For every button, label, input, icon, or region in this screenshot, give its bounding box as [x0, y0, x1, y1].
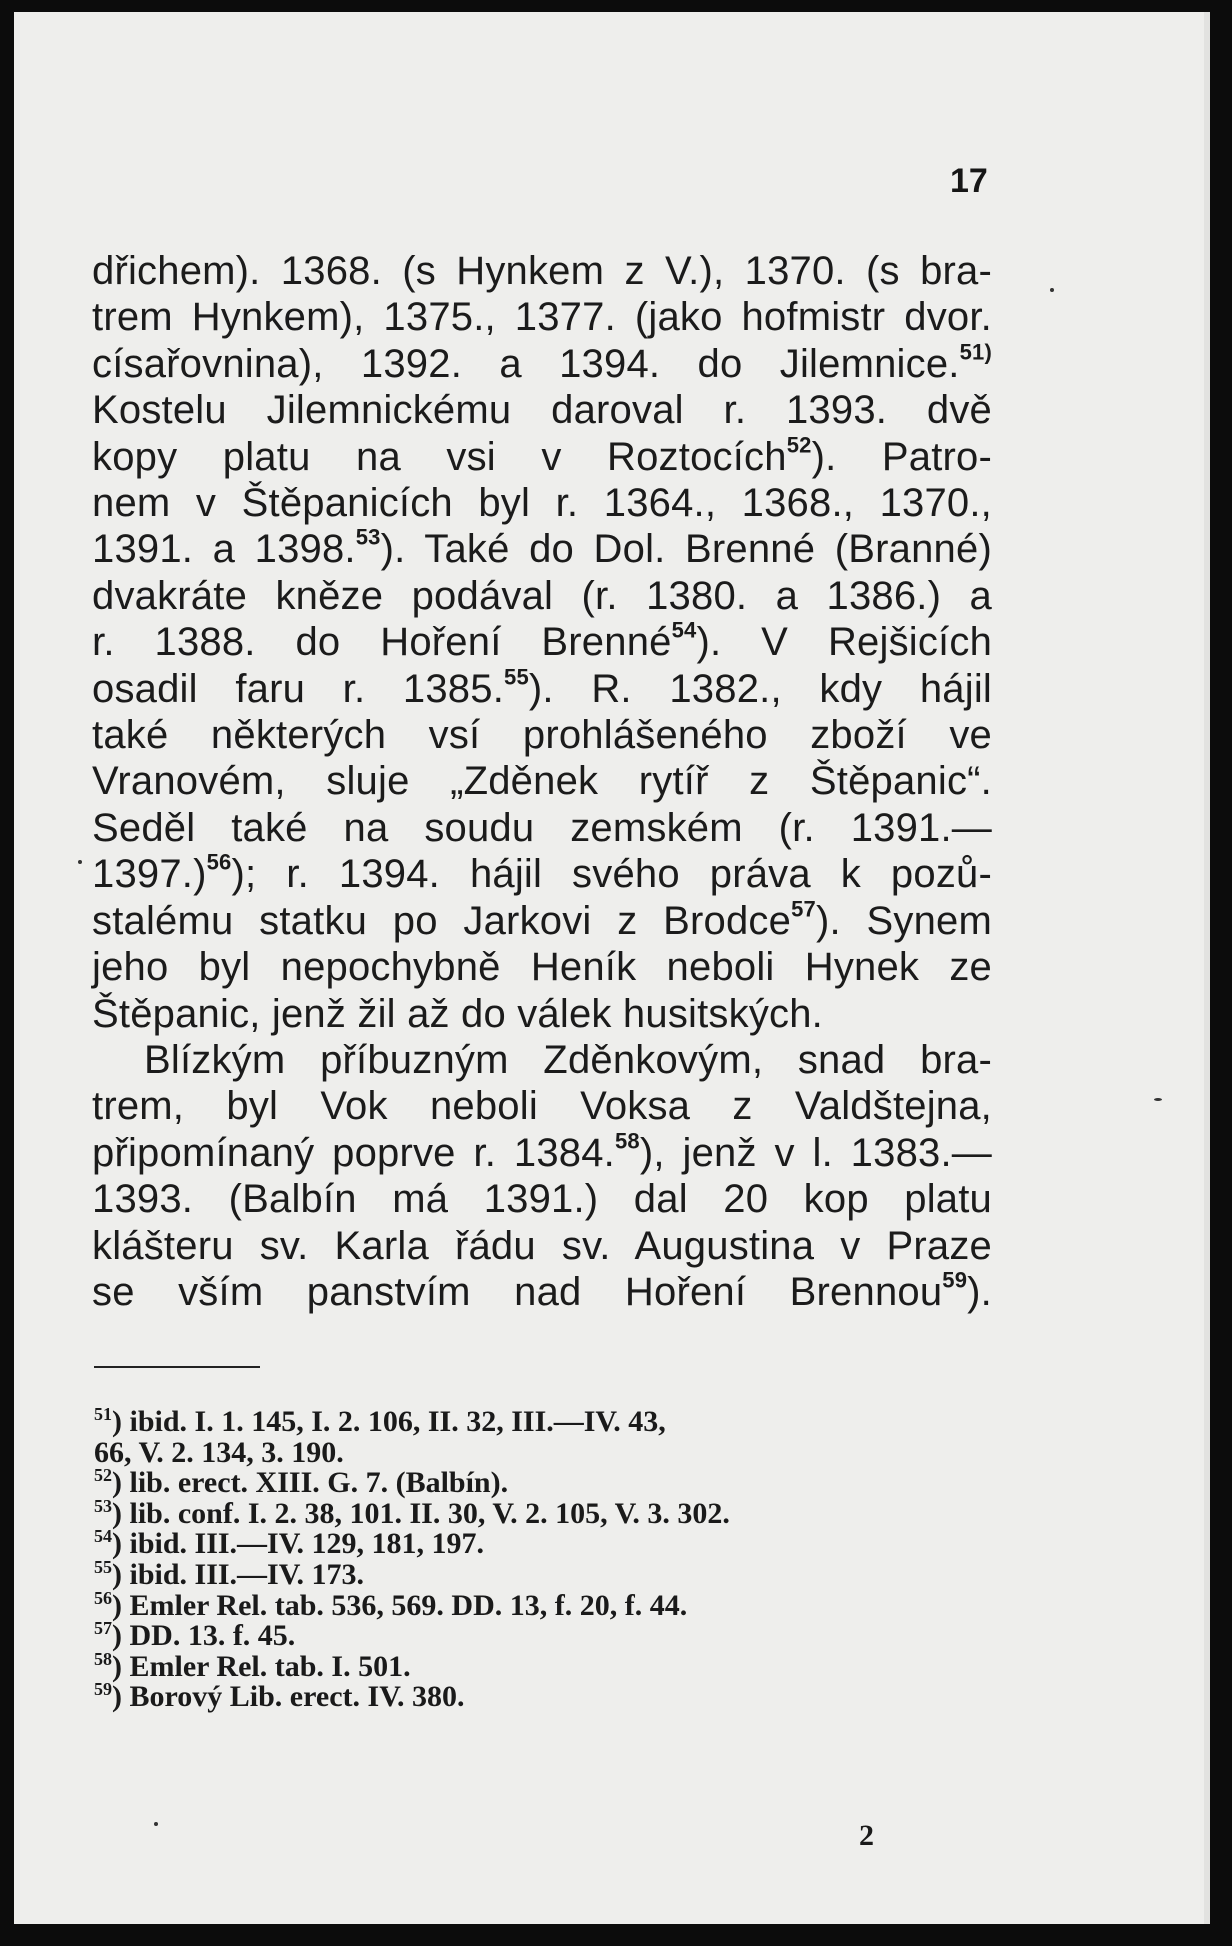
- text-line-content: dřichem). 1368. (s Hynkem z V.), 1370. (s bra-: [92, 249, 992, 293]
- footnote-text: ) ibid. III.—IV. 129, 181, 197.: [112, 1527, 485, 1561]
- text-line-content: ), jenž v l. 1383.—: [639, 1130, 992, 1175]
- footnote-mark: 55: [94, 1557, 112, 1578]
- footnote: [94, 1495, 992, 1530]
- text-line-content: ). Také do Dol. Brenné (Branné): [380, 527, 992, 572]
- footnote-divider: [94, 1366, 260, 1368]
- text-line-content: trem, byl Vok neboli Voksa z Valdštejna,: [92, 1084, 992, 1129]
- ink-speck: [78, 860, 82, 864]
- text-line-content: se vším panstvím nad Hoření Brennou: [92, 1269, 943, 1314]
- footnote: [94, 1404, 992, 1438]
- ink-speck: [1050, 288, 1054, 292]
- text-line-content: ).: [967, 1269, 992, 1314]
- text-line-content: stalému statku po Jarkovi z Brodce: [92, 898, 792, 943]
- footnote-text: ) ibid. III.—IV. 173.: [112, 1557, 365, 1591]
- footnote-text: ) Emler Rel. tab. I. 501.: [112, 1649, 411, 1683]
- text-line-content: 1393. (Balbín má 1391.) dal 20 kop platu: [92, 1177, 992, 1222]
- footnote: [94, 1435, 992, 1469]
- footnote: [94, 1618, 992, 1653]
- text-line-content: Seděl také na soudu zemském (r. 1391.—: [92, 805, 992, 850]
- footnote-mark: 56: [94, 1587, 112, 1608]
- footnote: [94, 1648, 992, 1683]
- footnote-ref: 52: [786, 432, 812, 458]
- ink-speck: [154, 1822, 158, 1826]
- text-line: [92, 1083, 992, 1129]
- text-line: [92, 1176, 992, 1222]
- footnote-ref: 59: [942, 1267, 968, 1293]
- text-line-content: nem v Štěpanicích byl r. 1364., 1368., 1370.,: [92, 481, 992, 526]
- ink-speck: [1154, 1098, 1162, 1101]
- footnote: [94, 1587, 992, 1622]
- footnote-mark: 54: [94, 1526, 112, 1547]
- text-line: [92, 248, 992, 294]
- footnote-mark: 59: [94, 1679, 112, 1700]
- footnote-text: ) lib. erect. XIII. G. 7. (Balbín).: [112, 1466, 509, 1500]
- text-line-content: klášteru sv. Karla řádu sv. Augustina v Praze: [92, 1223, 992, 1268]
- text-line: [92, 526, 992, 572]
- footnote-mark: 52: [94, 1465, 112, 1486]
- text-line-content: r. 1388. do Hoření Brenné: [92, 620, 672, 665]
- text-line: [92, 341, 992, 387]
- text-line-content: Blízkým příbuzným Zděnkovým, snad bra-: [144, 1037, 992, 1082]
- footnote-text: ) Emler Rel. tab. 536, 569. DD. 13, f. 20, f. 44.: [112, 1588, 688, 1622]
- text-line: [92, 1269, 992, 1315]
- text-line: [92, 619, 992, 665]
- footnote-ref: 56: [206, 849, 232, 875]
- text-line-content: Kostelu Jilemnickému daroval r. 1393. dvě: [92, 388, 992, 433]
- text-line-content: kopy platu na vsi v Roztocích: [92, 434, 787, 479]
- footnote-ref: 58: [614, 1128, 640, 1154]
- footnote-text: ) DD. 13. f. 45.: [112, 1619, 296, 1653]
- printer-signature-mark: 2: [859, 1819, 874, 1852]
- footnote-text: ) ibid. I. 1. 145, I. 2. 106, II. 32, III.—IV. 43,: [112, 1405, 666, 1438]
- text-line: [92, 991, 992, 1037]
- footnote-mark: 58: [94, 1648, 112, 1669]
- text-line: [92, 944, 992, 990]
- footnotes: [94, 1404, 992, 1714]
- text-line-content: ). R. 1382., kdy hájil: [528, 666, 992, 711]
- text-line-content: ); r. 1394. hájil svého práva k pozů-: [231, 852, 992, 897]
- text-line-content: jeho byl nepochybně Heník neboli Hynek ze: [92, 945, 992, 990]
- text-line: [92, 434, 992, 480]
- text-line-content: také některých vsí prohlášeného zboží ve: [92, 713, 992, 758]
- page-number: 17: [950, 162, 988, 200]
- footnote-ref: 54: [671, 617, 697, 643]
- text-line: [92, 480, 992, 526]
- text-line: [92, 758, 992, 804]
- text-line-content: ). V Rejšicích: [696, 620, 993, 665]
- footnote: [94, 1679, 992, 1714]
- text-line: [92, 387, 992, 433]
- text-line: [92, 573, 992, 619]
- text-line-content: 1391. a 1398.: [92, 527, 356, 572]
- text-line: [92, 898, 992, 944]
- text-line: [92, 805, 992, 851]
- text-line-content: ). Patro-: [811, 434, 993, 479]
- footnote-mark: 51: [94, 1404, 112, 1425]
- text-line-content: připomínaný poprve r. 1384.: [92, 1130, 615, 1175]
- text-line: [92, 1223, 992, 1269]
- book-page: [14, 12, 1210, 1924]
- text-line: [92, 294, 992, 340]
- footnote-ref: 51): [959, 339, 992, 365]
- footnote-text: ) lib. conf. I. 2. 38, 101. II. 30, V. 2. 105, V. 3. 302.: [112, 1496, 730, 1530]
- footnote: [94, 1526, 992, 1561]
- footnote-ref: 55: [504, 664, 529, 690]
- text-line-content: trem Hynkem), 1375., 1377. (jako hofmistr dvor.: [92, 295, 992, 340]
- footnote: [94, 1557, 992, 1591]
- text-line-content: Vranovém, sluje „Zděnek rytíř z Štěpanic“.: [92, 759, 992, 804]
- text-line: [92, 666, 992, 712]
- text-line: [92, 1037, 992, 1083]
- footnote-ref: 53: [355, 524, 381, 550]
- footnote-text: ) Borový Lib. erect. IV. 380.: [112, 1680, 465, 1714]
- text-line-content: dvakráte kněze podával (r. 1380. a 1386.) a: [92, 573, 992, 618]
- text-line-content: Štěpanic, jenž žil až do válek husitských.: [92, 991, 823, 1036]
- text-line: [92, 1130, 992, 1176]
- text-line-content: osadil faru r. 1385.: [92, 666, 505, 711]
- footnote-mark: 57: [94, 1618, 112, 1639]
- text-line: [92, 712, 992, 758]
- text-line-content: císařovnina), 1392. a 1394. do Jilemnice.: [92, 341, 960, 386]
- text-line-content: ). Synem: [815, 898, 993, 943]
- text-line-content: 1397.): [92, 852, 207, 897]
- footnote: [94, 1465, 992, 1500]
- main-text: [92, 248, 992, 1315]
- footnote-ref: 57: [791, 896, 816, 922]
- text-line: [92, 851, 992, 897]
- footnote-mark: 53: [94, 1495, 112, 1516]
- footnote-text: 66, V. 2. 134, 3. 190.: [94, 1435, 344, 1469]
